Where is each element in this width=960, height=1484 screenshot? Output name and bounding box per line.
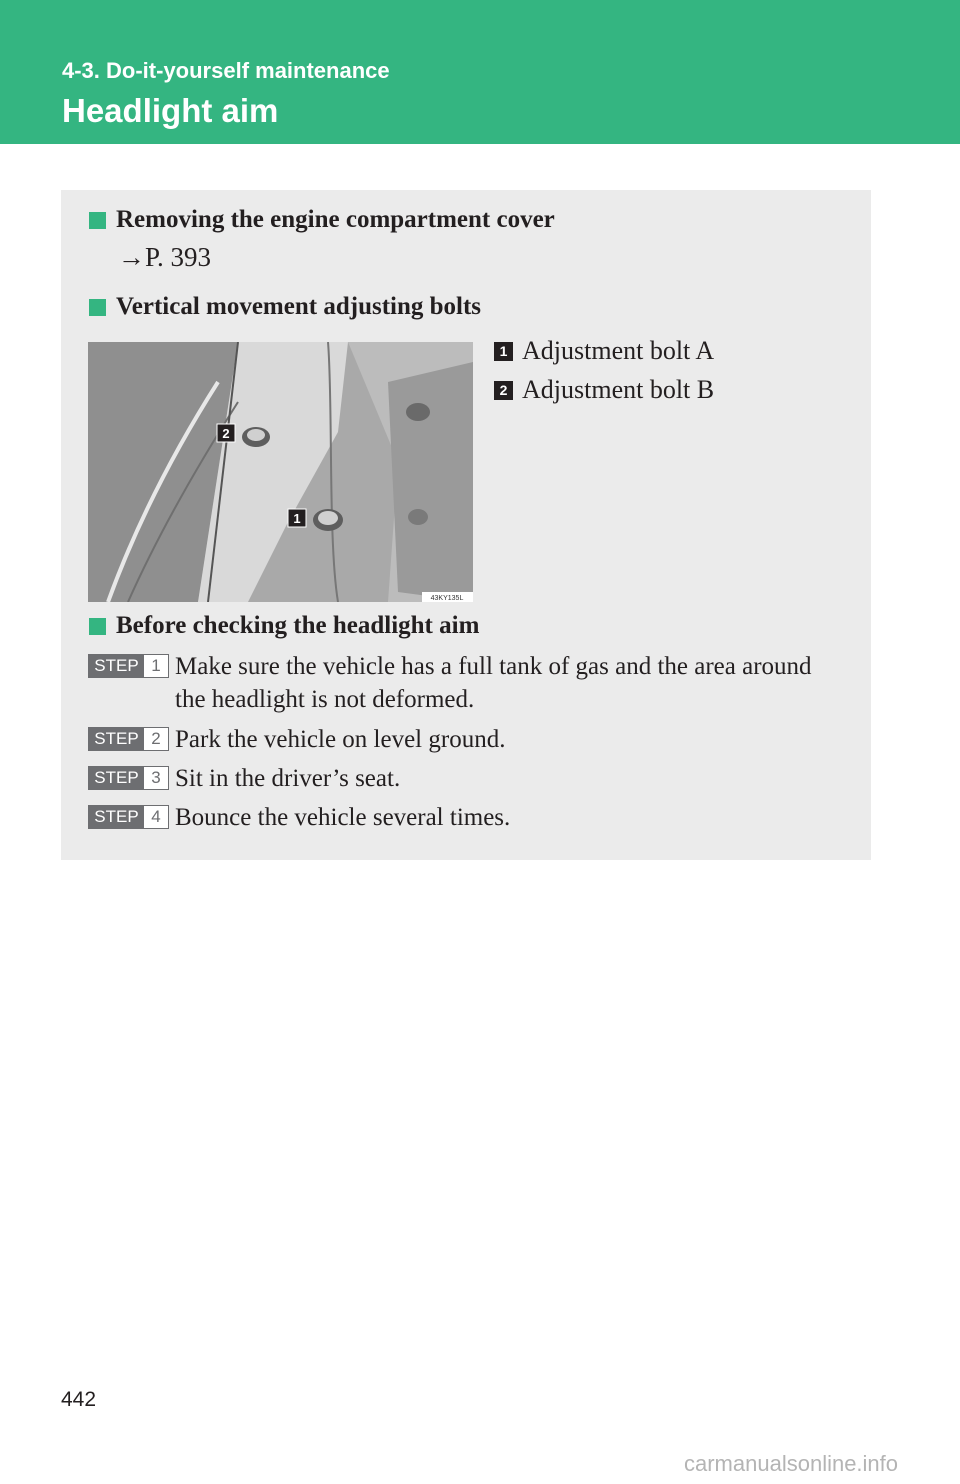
heading-removing-cover (89, 206, 555, 234)
figure-code: 43KY135L (430, 595, 464, 602)
callout-bolt-b (494, 375, 714, 405)
callout-label: Adjustment bolt A (522, 336, 715, 365)
step-2 (88, 723, 845, 756)
step-text: Sit in the driver’s seat. (175, 765, 401, 792)
section-label: 4-3. Do-it-yourself maintenance (62, 58, 390, 83)
figure-marker-1 (288, 509, 306, 527)
callout-label: Adjustment bolt B (522, 375, 715, 404)
step-3 (88, 762, 845, 795)
callout-number: 1 (494, 342, 513, 361)
watermark: carmanualsonline.info (684, 1451, 899, 1476)
heading-text: Before checking the headlight aim (116, 612, 480, 639)
svg-text:2: 2 (222, 426, 230, 441)
step-1 (88, 650, 845, 716)
page-number: 442 (61, 1388, 97, 1411)
callout-number: 2 (494, 381, 513, 400)
page-header (0, 0, 960, 144)
content-panel (61, 190, 871, 860)
heading-text: Vertical movement adjusting bolts (116, 293, 482, 320)
page-reference-link[interactable]: →P. 393 (118, 242, 212, 272)
heading-before-checking (89, 612, 479, 640)
step-text: Make sure the vehicle has a full tank of gas and the area around the headlight is not deformed. (175, 653, 812, 713)
heading-bullet-icon (89, 618, 106, 635)
svg-text:1: 1 (293, 511, 301, 526)
heading-bullet-icon (89, 212, 106, 229)
step-text: Park the vehicle on level ground. (175, 726, 506, 753)
step-text: Bounce the vehicle several times. (175, 804, 511, 831)
callout-bolt-a (494, 336, 714, 366)
step-badge: STEP 2 (88, 727, 169, 751)
step-4 (88, 801, 845, 834)
heading-text: Removing the engine compartment cover (116, 206, 555, 233)
figure-marker-2 (217, 424, 235, 442)
page-title: Headlight aim (62, 92, 279, 129)
headlight-bolts-figure (88, 342, 473, 602)
heading-adjusting-bolts (89, 293, 481, 321)
step-badge: STEP 3 (88, 766, 169, 790)
step-badge: STEP 1 (88, 654, 169, 678)
step-badge: STEP 4 (88, 805, 169, 829)
heading-bullet-icon (89, 299, 106, 316)
